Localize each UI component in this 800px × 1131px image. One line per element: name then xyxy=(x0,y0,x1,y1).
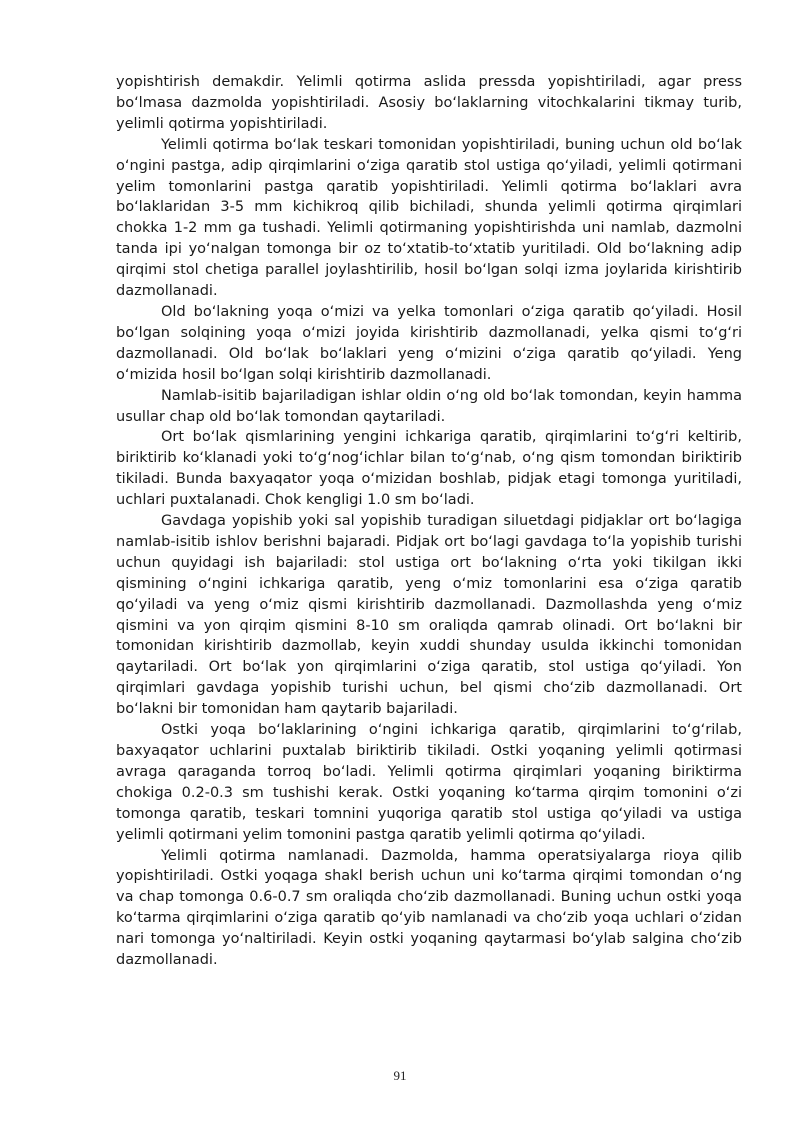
paragraph-continuation: yopishtirish demakdir. Yelimli qotirma aslida pressda yopishtiriladi, agar press bo‘lmasa dazmolda yopishtiriladi. Asosiy bo‘laklarning vitochkalarini tikmay turib, yelimli qotirma yopishtiriladi. xyxy=(116,74,742,132)
paragraph: Gavdaga yopishib yoki sal yopishib turadigan siluetdagi pidjaklar ort bo‘lagiga namlab-isitib ishlov berishni bajaradi. Pidjak ort bo‘lagi gavdaga to‘la yopishib turishi uchun quyidagi ish bajariladi: stol ustiga ort bo‘lakning o‘rta yoki tikilgan ikki qismining o‘ngini ichkariga qaratib, yeng o‘miz tomonlarini esa o‘ziga qaratib qo‘yiladi va yeng o‘miz qismi kirishtirib dazmollanadi. Dazmollashda yeng o‘miz qismini va yon qirqim qismini 8-10 sm oraliqda qamrab olinadi. Ort bo‘lakni bir tomonidan kirishtirib dazmollab, keyin xuddi shunday usulda ikkinchi tomonidan qaytariladi. Ort bo‘lak yon qirqimlarini o‘ziga qaratib, stol ustiga qo‘yiladi. Yon qirqimlari gavdaga yopishib turishi uchun, bel qismi cho‘zib dazmollanadi. Ort bo‘lakni bir tomonidan ham qaytarib bajariladi. xyxy=(116,513,742,718)
paragraph: Yelimli qotirma bo‘lak teskari tomonidan yopishtiriladi, buning uchun old bo‘lak o‘ngini pastga, adip qirqimlarini o‘ziga qaratib stol ustiga qo‘yiladi, yelimli qotirmani yelim tomonlarini pastga qaratib yopishtiriladi. Yelimli qotirma bo‘laklari avra bo‘laklaridan 3-5 mm kichikroq qilib bichiladi, shunda yelimli qotirma qirqimlari chokka 1-2 mm ga tushadi. Yelimli qotirmaning yopishtirishda uni namlab, dazmolni tanda ipi yo‘nalgan tomonga bir oz to‘xtatib-to‘xtatib yuritiladi. Old bo‘lakning adip qirqimi stol chetiga parallel joylashtirilib, hosil bo‘lgan solqi izma joylarida kirishtirib dazmollanadi. xyxy=(116,136,742,300)
paragraph: Ort bo‘lak qismlarining yengini ichkariga qaratib, qirqimlarini to‘g‘ri keltirib, biriktirib ko‘klanadi yoki to‘g‘nog‘ichlar bilan to‘g‘nab, o‘ng qism tomondan biriktirib tikiladi. Bunda baxyaqator yoqa o‘mizidan boshlab, pidjak etagi tomonga yuritiladi, uchlari puxtalanadi. Chok kengligi 1.0 sm bo‘ladi. xyxy=(116,429,742,509)
paragraph: Ostki yoqa bo‘laklarining o‘ngini ichkariga qaratib, qirqimlarini to‘g‘rilab, baxyaqator uchlarini puxtalab biriktirib tikiladi. Ostki yoqaning yelimli qotirmasi avraga qaraganda torroq bo‘ladi. Yelimli qotirma qirqimlari yoqaning biriktirma chokiga 0.2-0.3 sm tushishi kerak. Ostki yoqaning ko‘tarma qirqim tomonini o‘zi tomonga qaratib, teskari tomnini yuqoriga qaratib stol ustiga qo‘yiladi va ustiga yelimli qotirmani yelim tomonini pastga qaratib yelimli qotirma qo‘yiladi. xyxy=(116,722,742,843)
page-body xyxy=(116,72,742,971)
page-number: 91 xyxy=(393,1068,407,1083)
paragraph: Namlab-isitib bajariladigan ishlar oldin o‘ng old bo‘lak tomondan, keyin hamma usullar chap old bo‘lak tomondan qaytariladi. xyxy=(116,387,742,425)
paragraph: Yelimli qotirma namlanadi. Dazmolda, hamma operatsiyalarga rioya qilib yopishtiriladi. Ostki yoqaga shakl berish uchun uni ko‘tarma qirqimi tomondan o‘ng va chap tomonga 0.6-0.7 sm oraliqda cho‘zib dazmollanadi. Buning uchun ostki yoqa ko‘tarma qirqimlarini o‘ziga qaratib qo‘yib namlanadi va cho‘zib yoqa uchlari o‘zidan nari tomonga yo‘naltiriladi. Keyin ostki yoqaning qaytarmasi bo‘ylab salgina cho‘zib dazmollanadi. xyxy=(116,847,742,969)
paragraph: Old bo‘lakning yoqa o‘mizi va yelka tomonlari o‘ziga qaratib qo‘yiladi. Hosil bo‘lgan solqining yoqa o‘mizi joyida kirishtirib dazmollanadi, yelka qismi to‘g‘ri dazmollanadi. Old bo‘lak bo‘laklari yeng o‘mizini o‘ziga qaratib qo‘yiladi. Yeng o‘mizida hosil bo‘lgan solqi kirishtirib dazmollanadi. xyxy=(116,303,742,383)
